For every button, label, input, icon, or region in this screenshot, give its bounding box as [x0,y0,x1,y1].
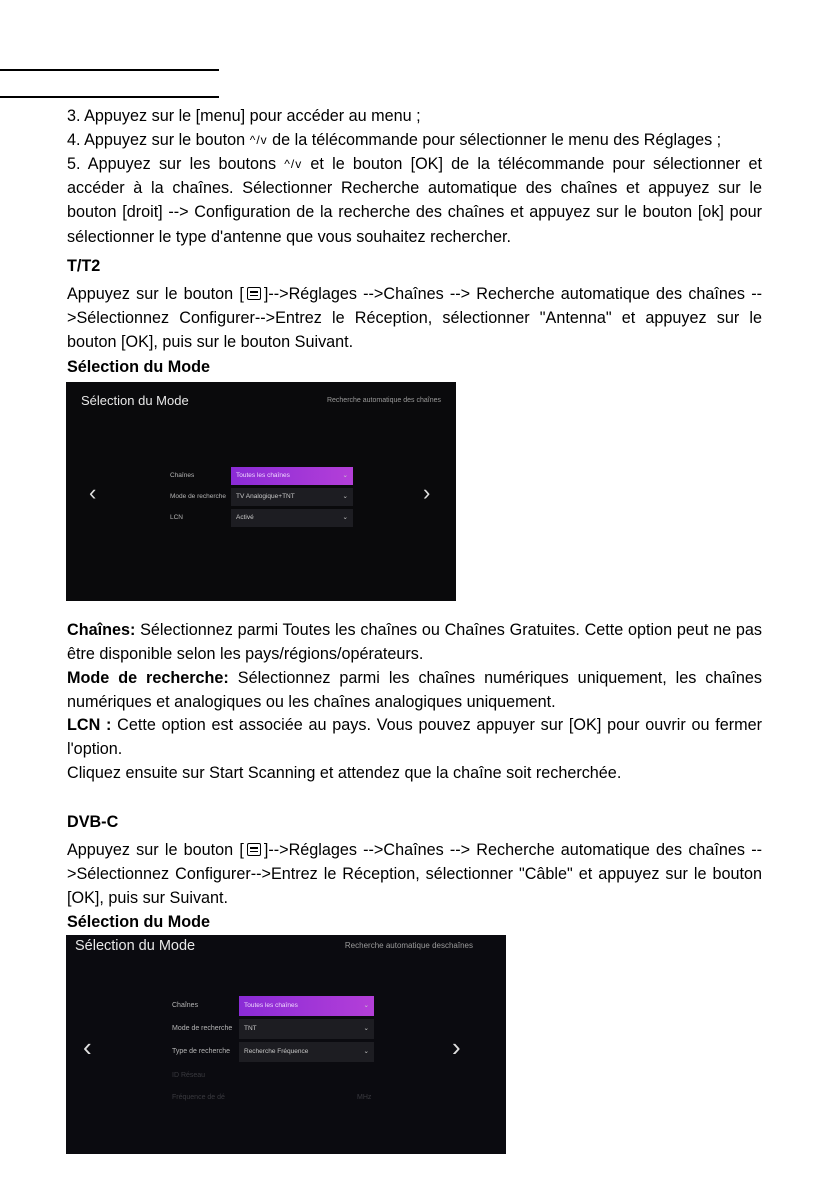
row-label-frequence: Fréquence de dé [172,1094,225,1101]
mode-selection-screen-t2 [66,382,456,601]
menu-icon [247,287,261,300]
chevron-down-icon: ⌄ [363,1025,369,1032]
row-label-type: Type de recherche [172,1048,230,1055]
t2-paragraph [67,282,762,355]
step-4-text-b: de la télécommande pour sélectionner le menu des Réglages ; [267,131,722,149]
step-4 [67,128,762,152]
desc-chaines-label: Chaînes: [67,621,136,639]
step-5 [67,152,762,249]
row-label-mode: Mode de recherche [172,1025,233,1032]
row-label-chaines: Chaînes [172,1002,199,1009]
screen-subtitle: Recherche automatique deschaînes [344,941,473,950]
select-chaines[interactable] [231,467,353,485]
t2-para-b: ]-->Réglages -->Chaînes --> Recherche automatique des chaînes -->Sélectionnez Configurer-->Entrez le Réception, sélectionner "Antenna" et appuyez sur le bouton [OK], puis sur le bouton Suivant. [67,285,762,352]
chevron-left-icon[interactable]: ‹ [89,480,97,505]
t2-mode-heading: Sélection du Mode [67,358,211,376]
row-label-lcn: LCN [170,514,184,521]
up-down-arrows-icon: ^/v [249,133,268,147]
screen-subtitle: Recherche automatique des chaînes [326,397,441,404]
select-chaines[interactable] [239,996,374,1016]
chevron-down-icon: ⌄ [342,514,348,521]
screen-title: Sélection du Mode [75,938,196,954]
header-rule-bottom [0,96,219,98]
select-mode-recherche[interactable] [239,1019,374,1039]
select-chaines-value: Toutes les chaînes [244,1002,298,1009]
select-lcn[interactable] [231,509,353,527]
row-label-chaines: Chaînes [170,472,195,479]
row-label-id-reseau: ID Réseau [172,1072,206,1079]
frequence-unit: MHz [357,1094,372,1101]
dvbc-para-a: Appuyez sur le bouton [ [67,841,244,859]
step-3 [67,104,762,128]
row-label-mode: Mode de recherche [170,493,227,500]
t2-heading: T/T2 [67,257,101,275]
select-type-value: Recherche Fréquence [244,1048,309,1055]
screen-title: Sélection du Mode [81,393,189,408]
step-3-text: 3. Appuyez sur le [menu] pour accéder au menu ; [67,107,421,125]
t2-para-a: Appuyez sur le bouton [ [67,285,244,303]
select-mode-recherche[interactable] [231,488,353,506]
desc-mode-text: Sélectionnez parmi les chaînes numériques uniquement, les chaînes numériques et analogiques ou les chaînes analogiques uniquement. [67,669,762,712]
chevron-down-icon: ⌄ [363,1048,369,1055]
desc-mode-label: Mode de recherche: [67,669,229,687]
chevron-down-icon: ⌄ [342,493,348,500]
chevron-left-icon[interactable]: ‹ [83,1032,92,1062]
chevron-down-icon: ⌄ [363,1002,369,1009]
desc-lcn [67,713,762,761]
chevron-right-icon[interactable]: › [452,1032,461,1062]
up-down-arrows-icon: ^/v [284,157,303,171]
header-rule-top [0,69,219,71]
select-lcn-value: Activé [236,514,254,521]
desc-lcn-text: Cette option est associée au pays. Vous pouvez appuyer sur [OK] pour ouvrir ou fermer l'option. [67,716,762,759]
step-5-text-b: et le bouton [OK] de la télécommande pour sélectionner et accéder à la chaînes. Sélectionner Recherche automatique des chaînes et appuyez sur le bouton [droit] --> Configuration de la recherche des chaînes et appuyez sur le bouton [ok] pour sélectionner le type d'antenne que vous souhaitez rechercher. [67,155,762,246]
dvbc-para-b: ]-->Réglages -->Chaînes --> Recherche automatique des chaînes -->Sélectionnez Configurer-->Entrez le Réception, sélectionner "Câble" et appuyez sur le bouton [OK], puis sur Suivant. [67,841,762,908]
select-mode-value: TV Analogique+TNT [236,493,295,500]
select-mode-value: TNT [244,1025,257,1032]
menu-icon [247,843,261,856]
select-type-recherche[interactable] [239,1042,374,1062]
dvbc-mode-heading: Sélection du Mode [67,913,211,931]
desc-chaines-text: Sélectionnez parmi Toutes les chaînes ou Chaînes Gratuites. Cette option peut ne pas être disponible selon les pays/régions/opérateurs. [67,621,762,664]
desc-lcn-label: LCN : [67,716,112,734]
step-5-text-a: 5. Appuyez sur les boutons [67,155,285,173]
dvbc-paragraph [67,838,762,911]
dvbc-heading: DVB-C [67,813,119,831]
select-chaines-value: Toutes les chaînes [236,472,290,479]
desc-mode [67,666,762,714]
chevron-down-icon: ⌄ [342,472,348,479]
chevron-right-icon[interactable]: › [423,480,431,505]
desc-chaines [67,618,762,666]
desc-scan: Cliquez ensuite sur Start Scanning et attendez que la chaîne soit recherchée. [67,764,622,782]
mode-selection-screen-dvbc [66,935,506,1154]
step-4-text-a: 4. Appuyez sur le bouton [67,131,250,149]
